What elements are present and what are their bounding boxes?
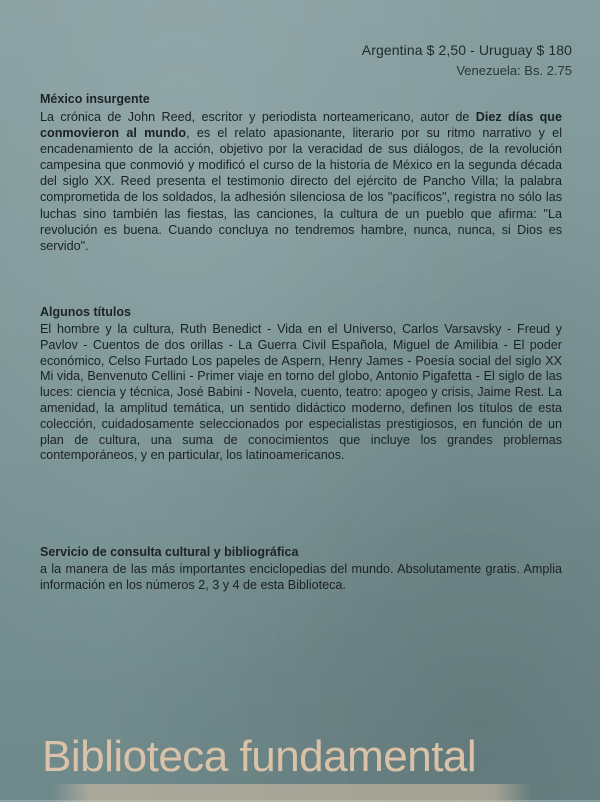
price-argentina-uruguay: Argentina $ 2,50 - Uruguay $ 180 — [361, 42, 572, 58]
body-text-before: La crónica de John Reed, escritor y periodista norteamericano, autor de — [40, 110, 476, 124]
section-algunos-titulos — [40, 305, 562, 464]
body-text-after: , es el relato apasionante, literario por su ritmo narrativo y el encadenamiento de la acción, objetivo por la veracidad de sus diálogos, de la revolución campesina que conmovió y modificó el curso de la historia de México en la segunda década del siglo XX. Reed presenta el testimonio directo del ejército de Pancho Villa; la palabra comprometida de los soldados, la adhesión silenciosa de los "pacíficos", registra no sólo las luchas sino también las fiestas, las canciones, la cultura de un pueblo que afirma: "La revolución es buena. Cuando concluya no tendremos hambre, nunca, nunca, si Dios es servido". — [40, 126, 562, 253]
series-title: Biblioteca fundamental — [42, 732, 477, 781]
section-body: a la manera de las más importantes enciclopedias del mundo. Absolutamente gratis. Amplia información en los números 2, 3 y 4 de esta Biblioteca. — [40, 562, 562, 592]
section-servicio-consulta — [40, 545, 562, 593]
section-title: México insurgente — [40, 92, 150, 106]
price-venezuela: Venezuela: Bs. 2.75 — [456, 63, 572, 78]
section-mexico-insurgente — [40, 92, 562, 254]
section-title: Servicio de consulta cultural y bibliográfica — [40, 545, 299, 559]
section-title: Algunos títulos — [40, 305, 131, 319]
section-body: El hombre y la cultura, Ruth Benedict - Vida en el Universo, Carlos Varsavsky - Freud y Pavlov - Cuentos de dos orillas - La Guerra Civil Española, Miguel de Amilibia - El poder económico, Celso Furtado Los papeles de Aspern, Henry James - Poesía social del siglo XX Mi vida, Benvenuto Cellini - Primer viaje en torno del globo, Antonio Pigafetta - El siglo de las luces: ciencia y técnica, José Babini - Novela, cuento, teatro: apogeo y crisis, Jaime Rest. La amenidad, la amplitud temática, un sentido didáctico moderno, definen los títulos de esta colección, cuidadosamente seleccionados por especialistas prestigiosos, en función de un plan de cultura, una suma de conocimientos que incluye los grandes problemas contemporáneos, y en particular, los latinoamericanos. — [40, 322, 562, 463]
section-body — [40, 109, 562, 254]
cropped-second-line — [52, 784, 532, 802]
price-block — [362, 42, 572, 78]
book-title-bold: Diez días que conmovieron al mundo — [40, 110, 562, 141]
